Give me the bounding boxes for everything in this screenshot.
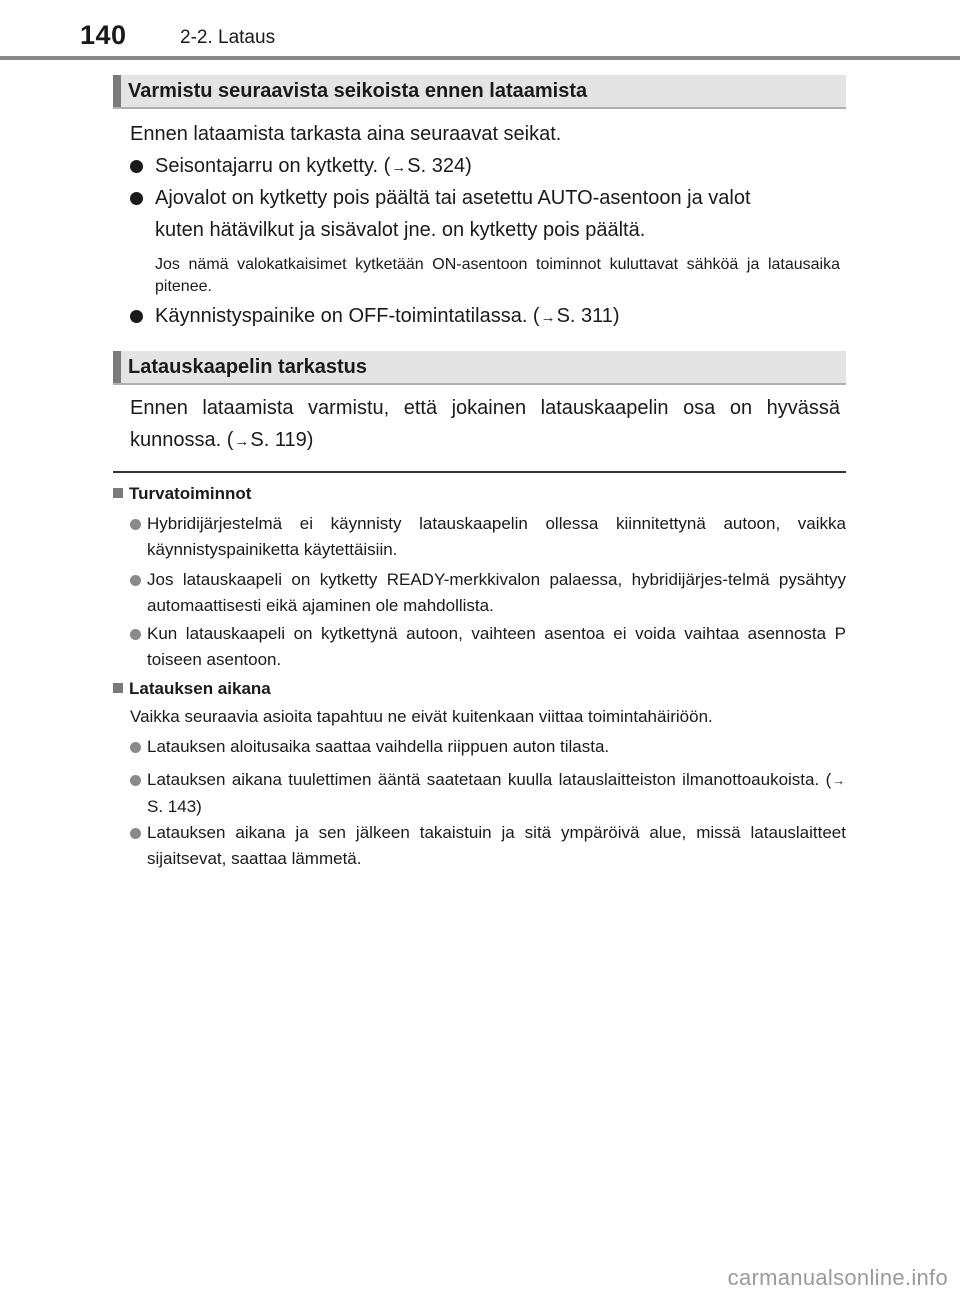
section-heading-text: Latauskaapelin tarkastus (128, 356, 367, 378)
info-heading-text: Turvatoiminnot (129, 484, 252, 503)
section-heading-checks (113, 75, 846, 109)
page-reference-link[interactable]: S. 324) (407, 155, 472, 177)
list-item-text: Kun latauskaapeli on kytkettynä autoon, vaihteen asentoa ei voida vaihtaa asennosta P toiseen asentoon. (147, 624, 846, 669)
list-item-text: Jos latauskaapeli on kytketty READY-merkkivalon palaessa, hybridijärjes-telmä pysähtyy automaattisesti eikä ajaminen ole mahdollista. (147, 570, 846, 615)
bullet-icon (130, 575, 141, 586)
list-item (130, 182, 842, 246)
list-item-text: Latauksen aloitusaika saattaa vaihdella riippuen auton tilasta. (147, 737, 610, 756)
cable-paragraph (130, 392, 840, 458)
paragraph-text: Ennen lataamista varmistu, että jokainen latauskaapelin osa on hyvässä kunnossa. ( (130, 397, 840, 451)
list-item (130, 150, 842, 182)
heading-bar (113, 75, 121, 107)
info-heading-safety (113, 484, 251, 504)
info-intro-text: Vaikka seuraavia asioita tapahtuu ne eivät kuitenkaan viittaa toimintahäiriöön. (130, 707, 713, 726)
bullet-text: Käynnistyspainike on OFF-toimintatilassa. ( (155, 305, 540, 327)
list-item-text: Latauksen aikana ja sen jälkeen takaistuin ja sitä ympäröivä alue, missä latauslaitteet sijaitsevat, saattaa lämmetä. (147, 823, 846, 868)
bullet-icon (130, 310, 143, 323)
list-item (130, 511, 846, 563)
bullet-text-line: kuten hätävilkut ja sisävalot jne. on kytketty pois päältä. (155, 219, 646, 241)
section-heading-cable (113, 351, 846, 385)
intro-paragraph: Ennen lataamista tarkasta aina seuraavat seikat. (130, 123, 562, 145)
bullet-icon (130, 519, 141, 530)
watermark: carmanualsonline.info (727, 1265, 948, 1290)
arrow-right-icon: → (234, 433, 250, 450)
bullet-icon (130, 160, 143, 173)
arrow-right-icon: → (391, 159, 407, 176)
bullet-icon (130, 828, 141, 839)
list-item (130, 621, 846, 673)
page-reference-link[interactable]: S. 311) (556, 305, 620, 327)
note-text: Jos nämä valokatkaisimet kytketään ON-asentoon toiminnot kuluttavat sähköä ja latausaika pitenee. (155, 256, 840, 295)
bullet-icon (130, 742, 141, 753)
section-title: 2-2. Lataus (180, 27, 276, 48)
square-bullet-icon (113, 683, 123, 693)
bullet-text: Seisontajarru on kytketty. ( (155, 155, 391, 177)
bullet-icon (130, 629, 141, 640)
page-reference-link[interactable]: S. 143) (147, 797, 202, 816)
list-item (130, 300, 842, 332)
arrow-right-icon: → (832, 773, 845, 788)
list-item (130, 820, 846, 872)
heading-bar (113, 351, 121, 383)
list-item (130, 734, 846, 760)
page-number: 140 (80, 20, 127, 50)
bullet-text-line: Ajovalot on kytketty pois päältä tai asetettu AUTO-asentoon ja valot (155, 187, 751, 209)
arrow-right-icon: → (540, 309, 556, 326)
divider (113, 471, 846, 473)
bullet-icon (130, 192, 143, 205)
list-item-text: Latauksen aikana tuulettimen ääntä saatetaan kuulla latauslaitteiston ilmanottoaukoista. ( (147, 770, 832, 789)
list-item-text: Hybridijärjestelmä ei käynnisty latauskaapelin ollessa kiinnitettynä autoon, vaikka käynnistyspainiketta käytettäisiin. (147, 514, 846, 559)
square-bullet-icon (113, 488, 123, 498)
bullet-icon (130, 775, 141, 786)
list-item (130, 567, 846, 619)
header-rule (0, 56, 960, 60)
page-reference-link[interactable]: S. 119) (250, 429, 314, 451)
section-heading-text: Varmistu seuraavista seikoista ennen lataamista (128, 80, 588, 102)
info-heading-text: Latauksen aikana (129, 679, 271, 698)
info-heading-charging (113, 679, 271, 699)
list-item (130, 767, 846, 819)
